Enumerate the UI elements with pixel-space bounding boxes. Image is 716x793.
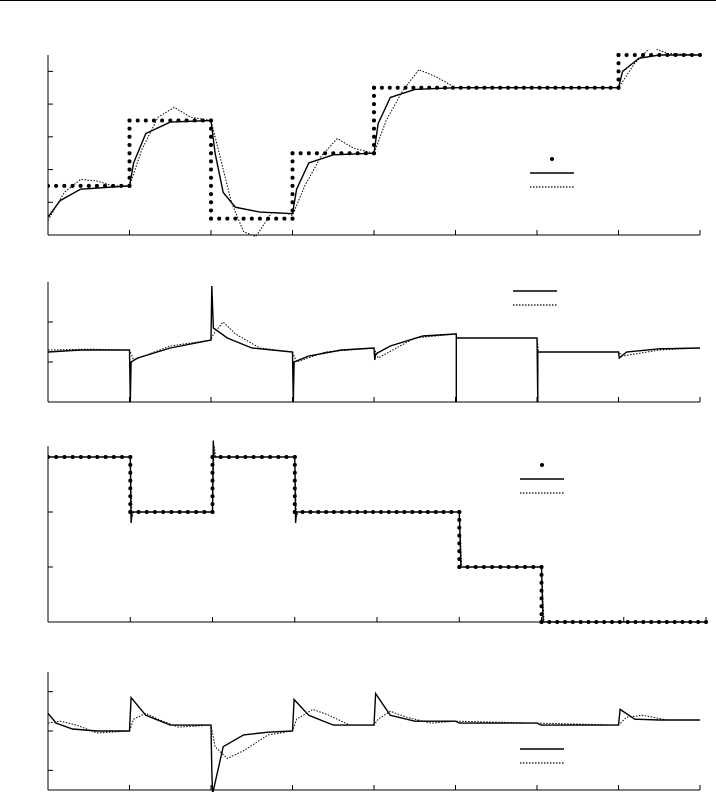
data-point — [128, 168, 132, 172]
data-point — [128, 159, 132, 163]
data-point — [46, 184, 50, 188]
data-point — [274, 217, 278, 221]
data-point — [144, 119, 148, 123]
data-point — [209, 200, 213, 204]
legend — [520, 749, 564, 763]
data-point — [372, 102, 376, 106]
data-point — [209, 192, 213, 196]
data-point — [617, 61, 621, 65]
data-point — [380, 86, 384, 90]
data-point — [372, 119, 376, 123]
data-point — [299, 151, 303, 155]
data-point — [62, 184, 66, 188]
data-point — [258, 217, 262, 221]
data-point — [617, 53, 621, 57]
data-point — [128, 151, 132, 155]
data-point — [625, 53, 629, 57]
legend — [530, 157, 574, 187]
series-line-solid — [48, 286, 700, 402]
panel-4 — [48, 672, 700, 793]
data-point — [282, 217, 286, 221]
data-point — [54, 184, 58, 188]
data-point — [396, 86, 400, 90]
data-point — [291, 176, 295, 180]
data-point — [217, 217, 221, 221]
data-point — [291, 151, 295, 155]
data-point — [128, 127, 132, 131]
data-point — [95, 184, 99, 188]
data-point — [242, 217, 246, 221]
data-point — [160, 119, 164, 123]
data-point — [291, 159, 295, 163]
plot-area — [48, 694, 700, 793]
data-point — [372, 94, 376, 98]
data-point — [79, 184, 83, 188]
data-point — [136, 119, 140, 123]
plot-area — [46, 441, 708, 625]
data-point — [372, 127, 376, 131]
legend-marker-dots — [540, 463, 544, 467]
data-point — [209, 159, 213, 163]
panel-3 — [46, 441, 708, 625]
series-line-solid — [48, 694, 700, 793]
data-point — [233, 217, 237, 221]
panel-2 — [48, 282, 700, 402]
data-point — [291, 217, 295, 221]
data-point — [372, 86, 376, 90]
data-point — [225, 217, 229, 221]
legend — [513, 291, 557, 305]
series-line-dotted — [48, 446, 706, 622]
data-point — [209, 217, 213, 221]
data-point — [307, 151, 311, 155]
data-point — [291, 184, 295, 188]
data-point — [128, 135, 132, 139]
data-point — [372, 110, 376, 114]
plot-area — [46, 47, 702, 237]
plot-area — [48, 286, 700, 402]
data-point — [209, 143, 213, 147]
data-point — [209, 184, 213, 188]
panel-1 — [46, 47, 702, 237]
data-point — [209, 168, 213, 172]
series-line-dotted — [48, 47, 700, 237]
data-point — [209, 151, 213, 155]
data-point — [388, 86, 392, 90]
data-point — [250, 217, 254, 221]
data-point — [617, 69, 621, 73]
data-point — [128, 119, 132, 123]
series-line-solid — [48, 441, 706, 623]
data-point — [87, 184, 91, 188]
legend-marker-dots — [550, 157, 554, 161]
data-point — [291, 192, 295, 196]
data-point — [633, 53, 637, 57]
legend — [520, 463, 564, 493]
data-point — [209, 209, 213, 213]
data-point — [128, 143, 132, 147]
data-point — [315, 151, 319, 155]
data-point — [291, 168, 295, 172]
data-point — [209, 176, 213, 180]
